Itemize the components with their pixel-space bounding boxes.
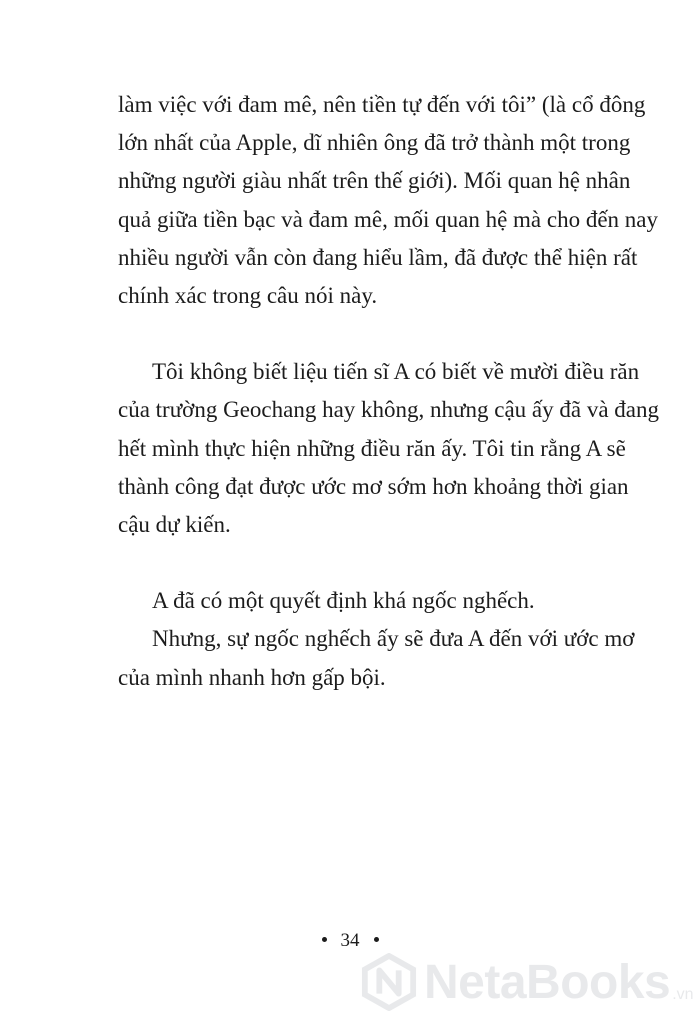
text-line: thành công đạt được ước mơ sớm hơn khoảng thời gian	[118, 473, 629, 499]
text-line: nhiều người vẫn còn đang hiểu lầm, đã được thể hiện rất	[118, 244, 638, 270]
paragraph-spacer	[118, 315, 638, 353]
bullet-dot-icon	[374, 937, 379, 942]
watermark	[360, 948, 694, 1016]
watermark-text: NetaBooks	[424, 955, 671, 1009]
text-line: của mình nhanh hơn gấp bội.	[118, 664, 386, 690]
text-line: Tôi không biết liệu tiến sĩ A có biết về mười điều răn	[152, 359, 640, 385]
paragraph-1	[118, 86, 659, 315]
text-line: lớn nhất của Apple, dĩ nhiên ông đã trở thành một trong	[118, 130, 631, 156]
text-line: làm việc với đam mê, nên tiền tự đến với tôi” (là cổ đông	[118, 92, 646, 117]
watermark-suffix: .vn	[672, 986, 694, 1003]
text-line: của trường Geochang hay không, nhưng cậu ấy đã và đang	[118, 397, 660, 423]
netabooks-logo-icon	[360, 953, 418, 1011]
page-body	[118, 86, 660, 697]
paragraph-4	[118, 620, 638, 696]
text-line: A đã có một quyết định khá ngốc nghếch.	[152, 588, 535, 614]
text-line: chính xác trong câu nói này.	[118, 283, 378, 309]
page-number-value: 34	[340, 930, 360, 951]
text-line: quả giữa tiền bạc và đam mê, mối quan hệ mà cho đến nay	[118, 206, 659, 232]
text-line: hết mình thực hiện những điều răn ấy. Tôi tin rằng A sẽ	[118, 435, 626, 461]
paragraph-spacer	[118, 544, 638, 582]
text-line: Nhưng, sự ngốc nghếch ấy sẽ đưa A đến với ước mơ	[152, 626, 635, 652]
bullet-dot-icon	[322, 937, 327, 942]
paragraph-3	[118, 582, 638, 620]
text-line: cậu dự kiến.	[118, 512, 231, 538]
text-line: những người giàu nhất trên thế giới). Mối quan hệ nhân	[118, 168, 631, 194]
paragraph-2	[118, 353, 660, 544]
